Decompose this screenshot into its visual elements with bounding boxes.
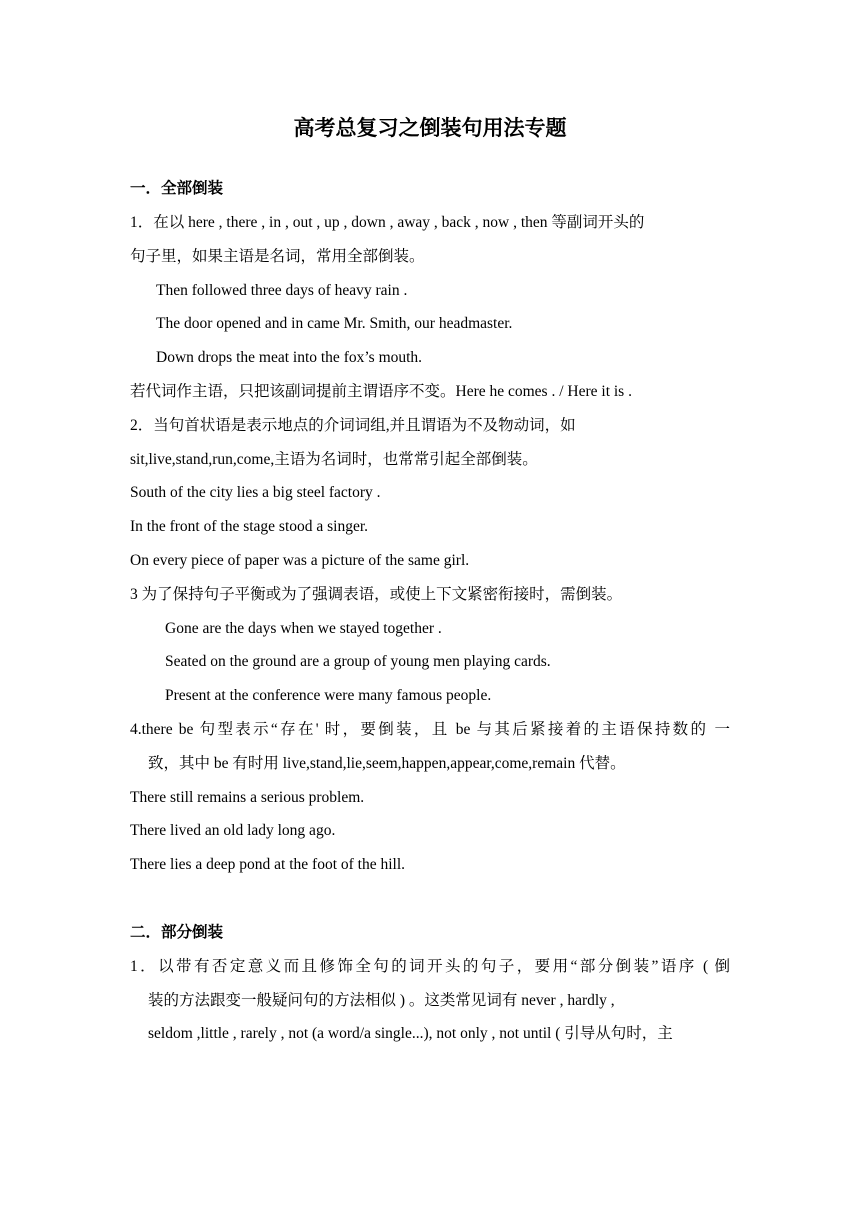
paragraph-line: 若代词作主语，只把该副词提前主谓语序不变。Here he comes . / Here it is . bbox=[130, 383, 632, 400]
example-sentence: There lived an old lady long ago. bbox=[130, 822, 336, 839]
paragraph-line: 致，其中 be 有时用 live,stand,lie,seem,happen,appear,come,remain 代替。 bbox=[148, 755, 626, 772]
paragraph-line: seldom ,little , rarely , not (a word/a single...), not only , not until ( 引导从句时，主 bbox=[148, 1025, 673, 1042]
example-sentence: The door opened and in came Mr. Smith, our headmaster. bbox=[156, 315, 513, 332]
document-title: 高考总复习之倒装句用法专题 bbox=[293, 116, 567, 140]
example-sentence: Down drops the meat into the fox’s mouth. bbox=[156, 349, 423, 366]
example-sentence: In the front of the stage stood a singer. bbox=[130, 518, 369, 535]
paragraph-line: 装的方法跟变一般疑问句的方法相似 ) 。这类常见词有 never , hardly , bbox=[148, 992, 615, 1009]
paragraph-line: sit,live,stand,run,come,主语为名词时，也常常引起全部倒装。 bbox=[130, 451, 538, 468]
paragraph-line: 句子里，如果主语是名词，常用全部倒装。 bbox=[130, 248, 425, 265]
paragraph-line: 1．在以 here , there , in , out , up , down , away , back , now , then 等副词开头的 bbox=[130, 214, 645, 231]
example-sentence: South of the city lies a big steel factory . bbox=[130, 484, 381, 501]
paragraph-line: 2．当句首状语是表示地点的介词词组,并且谓语为不及物动词，如 bbox=[130, 417, 576, 434]
example-sentence: On every piece of paper was a picture of the same girl. bbox=[130, 552, 470, 569]
paragraph-line: 1．以带有否定意义而且修饰全句的词开头的句子，要用“部分倒装”语序 ( 倒 bbox=[130, 958, 730, 975]
example-sentence: Gone are the days when we stayed together . bbox=[165, 620, 442, 637]
example-sentence: Then followed three days of heavy rain . bbox=[156, 282, 408, 299]
paragraph-line: 3 为了保持句子平衡或为了强调表语，或使上下文紧密衔接时，需倒装。 bbox=[130, 586, 623, 603]
example-sentence: There still remains a serious problem. bbox=[130, 789, 365, 806]
section-heading-partial-inversion: 二．部分倒装 bbox=[130, 924, 224, 941]
example-sentence: Seated on the ground are a group of young men playing cards. bbox=[165, 653, 551, 670]
paragraph-line: 4.there be 句型表示“存在' 时，要倒装，且 be 与其后紧接着的主语保持数的 一 bbox=[130, 721, 730, 738]
example-sentence: There lies a deep pond at the foot of the hill. bbox=[130, 856, 406, 873]
section-heading-full-inversion: 一．全部倒装 bbox=[130, 180, 224, 197]
example-sentence: Present at the conference were many famous people. bbox=[165, 687, 492, 704]
